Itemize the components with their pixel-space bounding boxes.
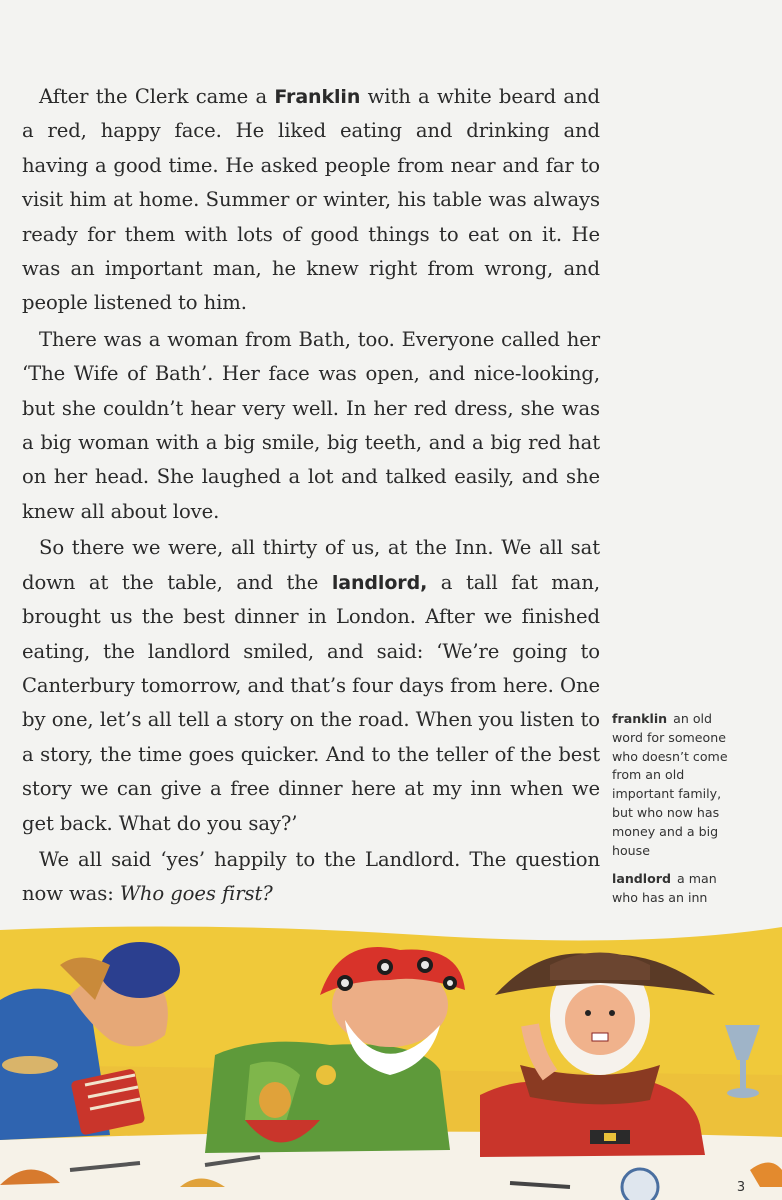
feast-illustration bbox=[0, 925, 782, 1200]
paragraph-who-goes-first: We all said ‘yes’ happily to the Landlord. The question now was: Who goes first? bbox=[22, 847, 600, 906]
paragraph-franklin: After the Clerk came a Franklin with a white beard and a red, happy face. He liked eating and drinking and having a good time. He asked people from near and far to visit him at home. Summer or winter, his table was always ready for them with lots of good things to eat on it. He was an important man, he knew right from wrong, and people listened to him. bbox=[22, 85, 600, 315]
glossary-definition: an old word for someone who doesn’t come from an old important family, but who now has money and a big house bbox=[612, 711, 728, 858]
glossary-definition: a man who has an inn bbox=[612, 871, 717, 906]
paragraph-wife-of-bath: There was a woman from Bath, too. Everyone called her ‘The Wife of Bath’. Her face was open, and nice-looking, but she couldn’t hear very well. In her red dress, she was a big woman with a big smile, big teeth, and a big red hat on her head. She laughed a lot and talked easily, and she knew all about love. bbox=[22, 327, 600, 523]
main-text bbox=[22, 80, 600, 914]
glossary-sidebar bbox=[612, 710, 742, 918]
page-number: 3 bbox=[736, 1180, 746, 1195]
italic-question: Who goes first? bbox=[119, 882, 273, 906]
glossary-term-landlord: landlord, bbox=[331, 571, 428, 594]
glossary-entry-landlord bbox=[612, 870, 742, 908]
glossary-term: landlord bbox=[612, 871, 671, 887]
paragraph-inn-dinner: So there we were, all thirty of us, at the Inn. We all sat down at the table, and the landlord, a tall fat man, brought us the best dinner in London. After we finished eating, the landlord smiled, and said: ‘We’re going to Canterbury tomorrow, and that’s four days from here. One by one, let’s all tell a story on the road. When you listen to a story, the time goes quicker. And to the teller of the best story we can give a free dinner here at my inn when we get back. What do you say?’ bbox=[22, 536, 601, 835]
glossary-term: franklin bbox=[612, 711, 668, 726]
glossary-term-franklin: Franklin bbox=[274, 86, 361, 108]
glossary-entry-franklin bbox=[612, 710, 742, 860]
